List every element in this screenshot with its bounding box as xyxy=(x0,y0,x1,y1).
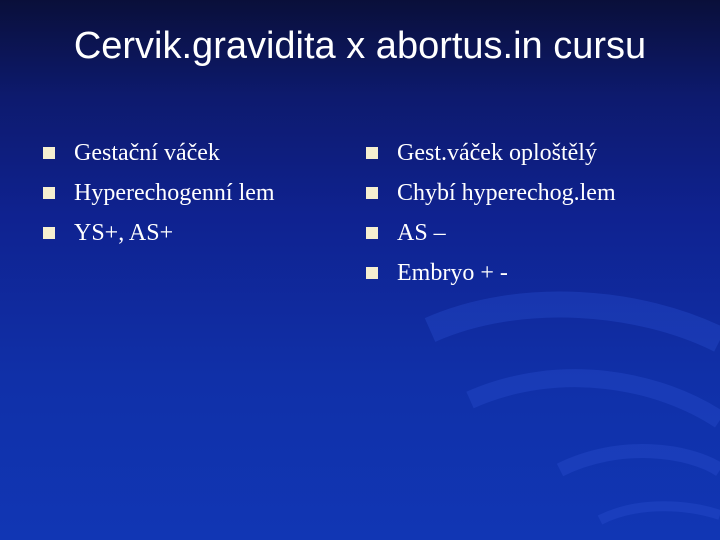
list-item xyxy=(40,133,275,173)
list-item-text: YS+, AS+ xyxy=(74,220,174,246)
list-item-text: AS – xyxy=(397,220,446,246)
list-item xyxy=(363,173,616,213)
list-item-text: Embryo + - xyxy=(397,260,508,286)
square-bullet-icon xyxy=(43,147,55,159)
list-item xyxy=(363,213,616,253)
square-bullet-icon xyxy=(366,267,378,279)
list-item-text: Hyperechogenní lem xyxy=(74,180,275,206)
right-bullet-list xyxy=(363,133,616,293)
square-bullet-icon xyxy=(366,187,378,199)
square-bullet-icon xyxy=(43,187,55,199)
list-item-text: Gest.váček oploštělý xyxy=(397,140,597,166)
square-bullet-icon xyxy=(43,227,55,239)
list-item xyxy=(363,133,616,173)
list-item xyxy=(363,253,616,293)
list-item xyxy=(40,173,275,213)
list-item-text: Chybí hyperechog.lem xyxy=(397,180,616,206)
slide-title: Cervik.gravidita x abortus.in cursu xyxy=(73,25,647,67)
list-item xyxy=(40,213,275,253)
square-bullet-icon xyxy=(366,147,378,159)
list-item-text: Gestační váček xyxy=(74,140,220,166)
square-bullet-icon xyxy=(366,227,378,239)
left-bullet-list xyxy=(40,133,275,253)
